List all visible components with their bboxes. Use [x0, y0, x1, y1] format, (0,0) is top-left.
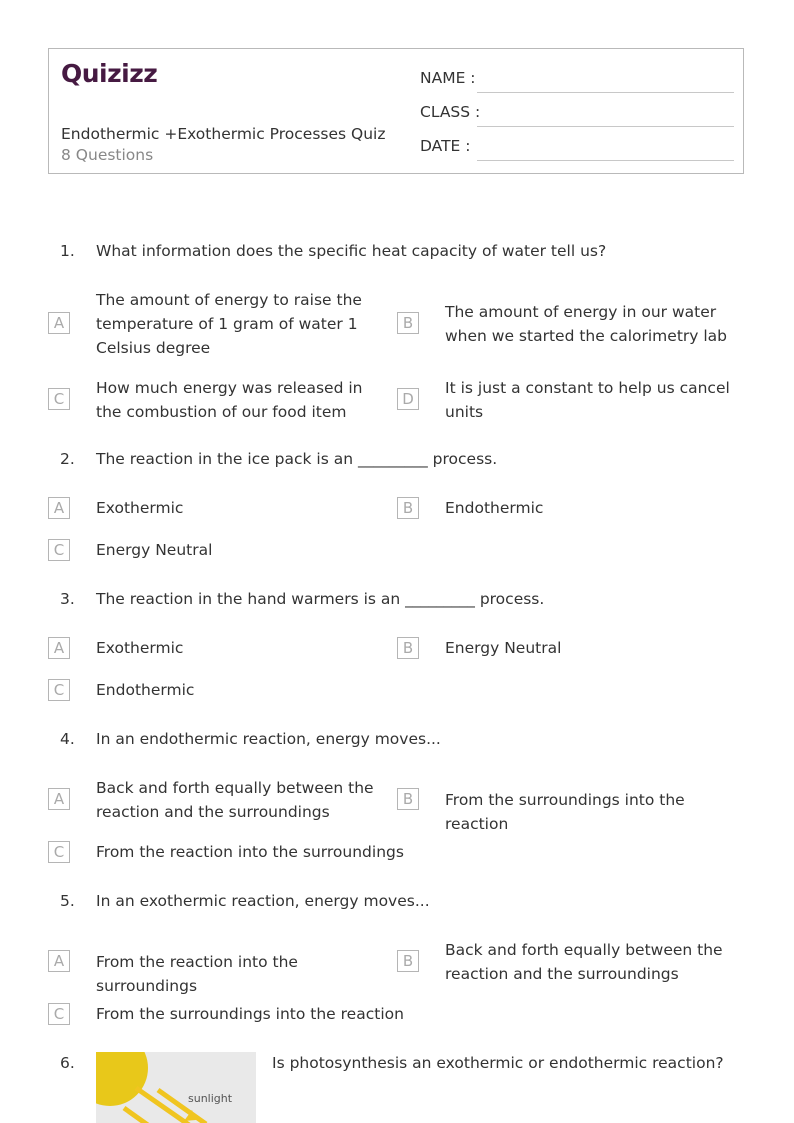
date-field[interactable]	[420, 137, 734, 159]
name-line[interactable]	[477, 92, 734, 93]
option-letter-box[interactable]: C	[48, 841, 70, 863]
option-text: How much energy was released in the combustion of our food item	[96, 379, 363, 421]
sunlight-image	[96, 1052, 256, 1123]
quizizz-logo: Quizizz	[61, 59, 158, 88]
option-text: Endothermic	[96, 681, 195, 699]
question-text: Is photosynthesis an exothermic or endothermic reaction?	[272, 1054, 724, 1072]
date-line[interactable]	[477, 160, 734, 161]
option-letter-box[interactable]: B	[397, 312, 419, 334]
option-text: From the surroundings into the reaction	[96, 1005, 404, 1023]
option-text: From the surroundings into the reaction	[445, 791, 685, 833]
option-text: Back and forth equally between the reaction and the surroundings	[445, 941, 723, 983]
option-text: The amount of energy to raise the temperature of 1 gram of water 1 Celsius degree	[96, 291, 362, 357]
class-line[interactable]	[477, 126, 734, 127]
question-text: What information does the specific heat capacity of water tell us?	[96, 242, 607, 260]
option-letter-box[interactable]: C	[48, 1003, 70, 1025]
option-letter-box[interactable]: B	[397, 497, 419, 519]
option-text: Energy Neutral	[96, 541, 213, 559]
option-text: The amount of energy in our water when we started the calorimetry lab	[445, 303, 728, 345]
option-text: Endothermic	[445, 499, 544, 517]
question-number: 4.	[60, 730, 75, 748]
option-letter-box[interactable]: C	[48, 539, 70, 561]
option-letter-box[interactable]: C	[48, 388, 70, 410]
option-letter-box[interactable]: A	[48, 312, 70, 334]
image-caption: sunlight	[188, 1092, 233, 1105]
quiz-title: Endothermic +Exothermic Processes Quiz	[61, 125, 386, 143]
option-text: Back and forth equally between the reaction and the surroundings	[96, 779, 374, 821]
option-letter-box[interactable]: B	[397, 788, 419, 810]
quiz-header	[48, 48, 744, 174]
question-number: 5.	[60, 892, 75, 910]
name-field[interactable]	[420, 69, 734, 91]
sun-icon	[96, 1052, 256, 1123]
option-text: Exothermic	[96, 639, 184, 657]
option-text: Exothermic	[96, 499, 184, 517]
question-number: 6.	[60, 1054, 75, 1072]
option-letter-box[interactable]: A	[48, 497, 70, 519]
question-text: In an exothermic reaction, energy moves...	[96, 892, 430, 910]
date-label: DATE :	[420, 137, 471, 155]
question-number: 1.	[60, 242, 75, 260]
question-number: 3.	[60, 590, 75, 608]
option-letter-box[interactable]: A	[48, 950, 70, 972]
question-text: In an endothermic reaction, energy moves...	[96, 730, 441, 748]
name-label: NAME :	[420, 69, 476, 87]
option-text: It is just a constant to help us cancel units	[445, 379, 730, 421]
option-letter-box[interactable]: B	[397, 950, 419, 972]
question-number: 2.	[60, 450, 75, 468]
option-letter-box[interactable]: A	[48, 788, 70, 810]
class-field[interactable]	[420, 103, 734, 125]
option-text: From the reaction into the surroundings	[96, 953, 298, 995]
question-text: The reaction in the hand warmers is an _________ process.	[96, 590, 545, 608]
option-letter-box[interactable]: A	[48, 637, 70, 659]
option-letter-box[interactable]: C	[48, 679, 70, 701]
option-text: Energy Neutral	[445, 639, 562, 657]
question-text: The reaction in the ice pack is an _________ process.	[96, 450, 498, 468]
option-letter-box[interactable]: B	[397, 637, 419, 659]
question-count: 8 Questions	[61, 146, 154, 164]
option-text: From the reaction into the surroundings	[96, 843, 404, 861]
option-letter-box[interactable]: D	[397, 388, 419, 410]
class-label: CLASS :	[420, 103, 481, 121]
